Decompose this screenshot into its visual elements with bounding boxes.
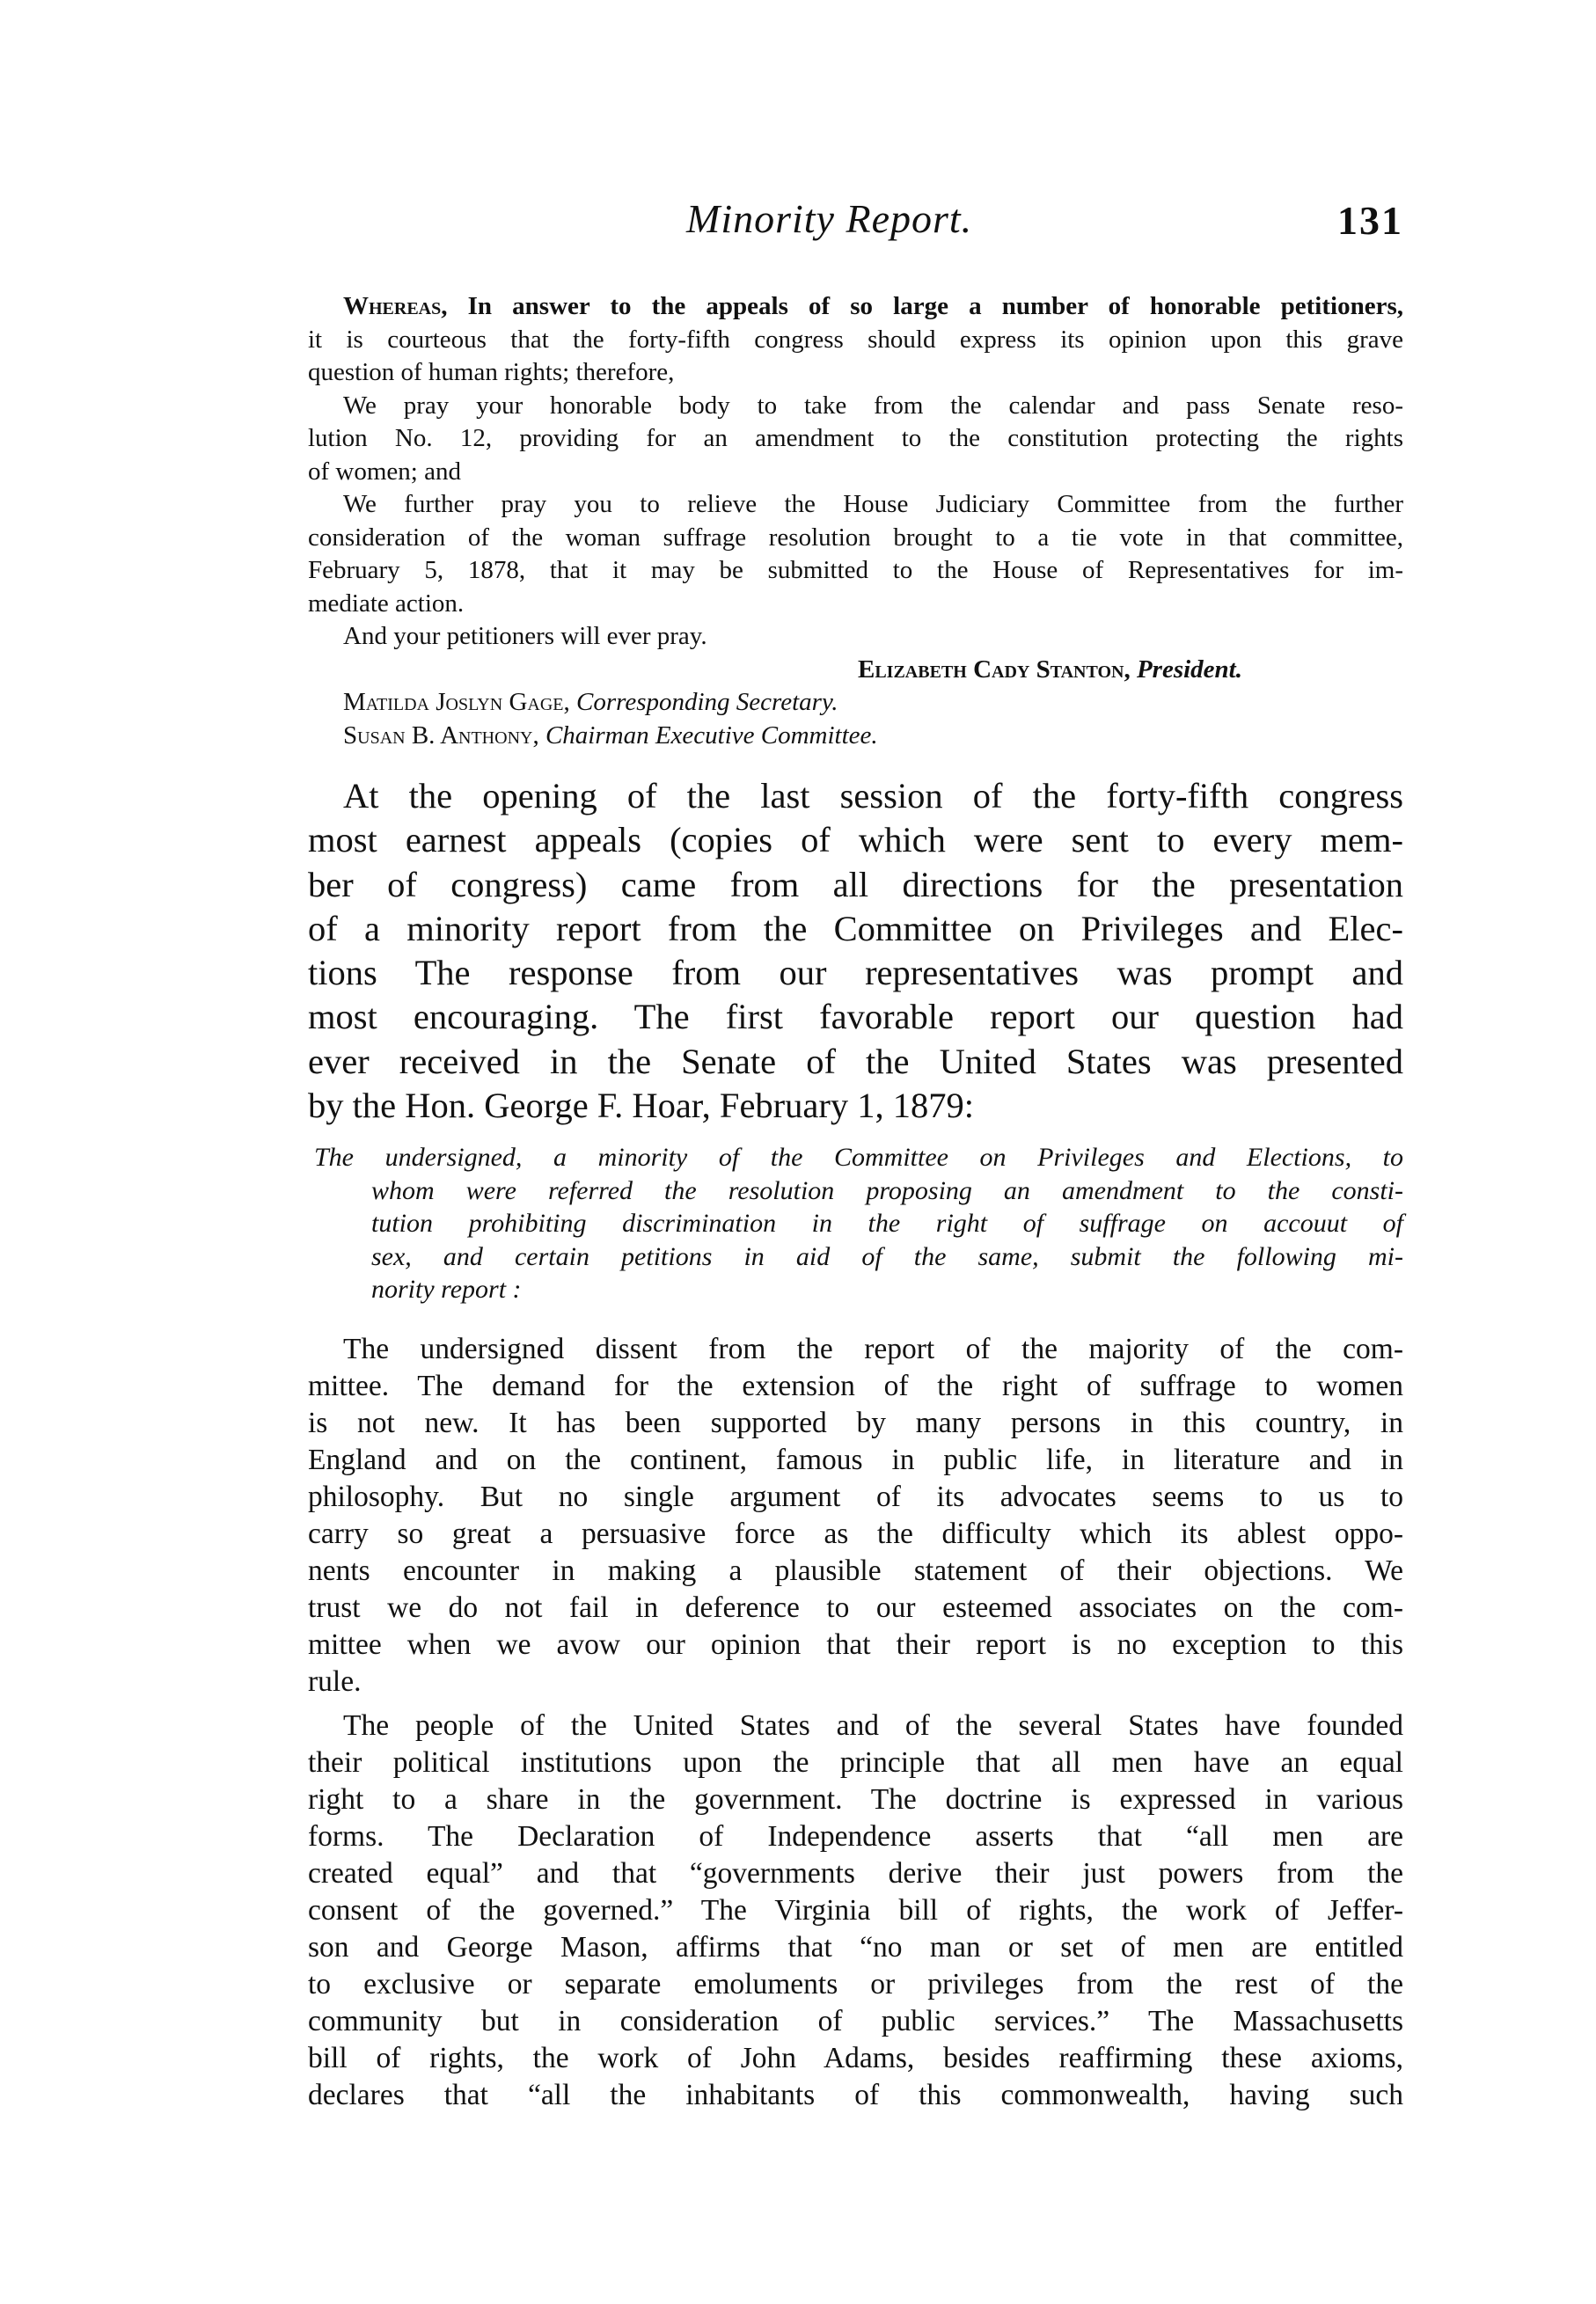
body-line: created equal” and that “governments derive their just powers from the [308,1857,1403,1890]
body-line: their political institutions upon the principle that all men have an equal [308,1746,1403,1779]
signatory-name: Susan B. Anthony, [343,720,539,750]
quote-line: nority report : [371,1275,522,1304]
body-line: nents encounter in making a plausible statement of their objections. We [308,1554,1403,1587]
page-number: 131 [1337,198,1403,243]
body-line: right to a share in the government. The doctrine is expressed in various [308,1783,1403,1816]
quote-line: The undersigned, a minority of the Committee on Privileges and Elections, to [314,1143,1403,1172]
petition-line [308,290,1403,324]
body-line: philosophy. But no single argument of its advocates seems to us to [308,1481,1403,1513]
intro-line: ber of congress) came from all directions for the presentation [308,864,1403,904]
body-line: declares that “all the inhabitants of this commonwealth, having such [308,2079,1403,2111]
quote-line: tution prohibiting discrimination in the right of suffrage on accouut of [371,1209,1403,1238]
quoted-report-preamble [308,1141,1403,1306]
petition-line: question of human rights; therefore, [308,358,675,386]
quote-line: whom were referred the resolution proposing an amendment to the consti- [371,1175,1403,1205]
body-line: rule. [308,1665,362,1698]
petition-line: it is courteous that the forty-fifth congress should express its opinion upon this grave [308,325,1403,354]
body-line: to exclusive or separate emoluments or privileges from the rest of the [308,1968,1403,2000]
signatory-name: Matilda Joslyn Gage, [343,688,570,716]
body-line: son and George Mason, affirms that “no man or set of men are entitled [308,1931,1403,1964]
page-header [308,195,1403,248]
whereas-lead: Whereas, [343,292,448,320]
body-line: mittee when we avow our opinion that their report is no exception to this [308,1628,1403,1661]
body-line: trust we do not fail in deference to our esteemed associates on the com- [308,1591,1403,1624]
body-line: consent of the governed.” The Virginia bill of rights, the work of Jeffer- [308,1894,1403,1927]
petition-text [308,290,1403,752]
signatory-title: President. [1136,655,1242,684]
petition-line: lution No. 12, providing for an amendment to the constitution protecting the rights [308,424,1403,452]
intro-line: tions The response from our representatives was prompt and [308,953,1403,993]
body-line: bill of rights, the work of John Adams, besides reaffirming these axioms, [308,2042,1403,2074]
intro-line: most earnest appeals (copies of which were sent to every mem- [308,820,1403,860]
signature-anthony [308,720,1403,753]
petition-line: February 5, 1878, that it may be submitted to the House of Representatives for im- [308,556,1403,584]
petition-line: We pray your honorable body to take from the calendar and pass Senate reso- [343,391,1403,420]
intro-line: by the Hon. George F. Hoar, February 1, 1879: [308,1086,975,1126]
intro-line: At the opening of the last session of the forty-fifth congress [343,776,1403,816]
signature-stanton [308,654,1403,687]
petition-line: We further pray you to relieve the House Judiciary Committee from the further [343,490,1403,518]
quote-line: sex, and certain petitions in aid of the same, submit the following mi- [371,1241,1403,1271]
signatory-name: Elizabeth Cady Stanton, [858,655,1131,684]
body-line: The people of the United States and of the several States have founded [343,1709,1403,1742]
petition-line: consideration of the woman suffrage resolution brought to a tie vote in that committee, [308,523,1403,552]
running-title: Minority Report. [686,196,973,241]
body-line: The undersigned dissent from the report of the majority of the com- [343,1333,1403,1365]
body-line: community but in consideration of public services.” The Massachusetts [308,2005,1403,2037]
intro-line: ever received in the Senate of the United States was presented [308,1041,1403,1081]
petition-closing: And your petitioners will ever pray. [343,622,707,650]
intro-line: most encouraging. The first favorable report our question had [308,997,1403,1037]
signatory-title: Corresponding Secretary. [576,688,838,716]
body-text [308,1331,1403,2114]
body-line: England and on the continent, famous in public life, in literature and in [308,1444,1403,1476]
petition-line: of women; and [308,457,461,486]
body-line: is not new. It has been supported by many persons in this country, in [308,1407,1403,1439]
body-line: forms. The Declaration of Independence asserts that “all men are [308,1820,1403,1853]
intro-line: of a minority report from the Committee on Privileges and Elec- [308,908,1403,948]
petition-line-text: In answer to the appeals of so large a number of honorable petitioners, [447,292,1403,320]
body-line: carry so great a persuasive force as the difficulty which its ablest oppo- [308,1518,1403,1550]
signatory-title: Chairman Executive Committee. [545,720,878,750]
signature-gage [308,686,1403,720]
petition-line: mediate action. [308,589,465,618]
body-line: mittee. The demand for the extension of the right of suffrage to women [308,1370,1403,1402]
intro-paragraph [308,774,1403,1128]
